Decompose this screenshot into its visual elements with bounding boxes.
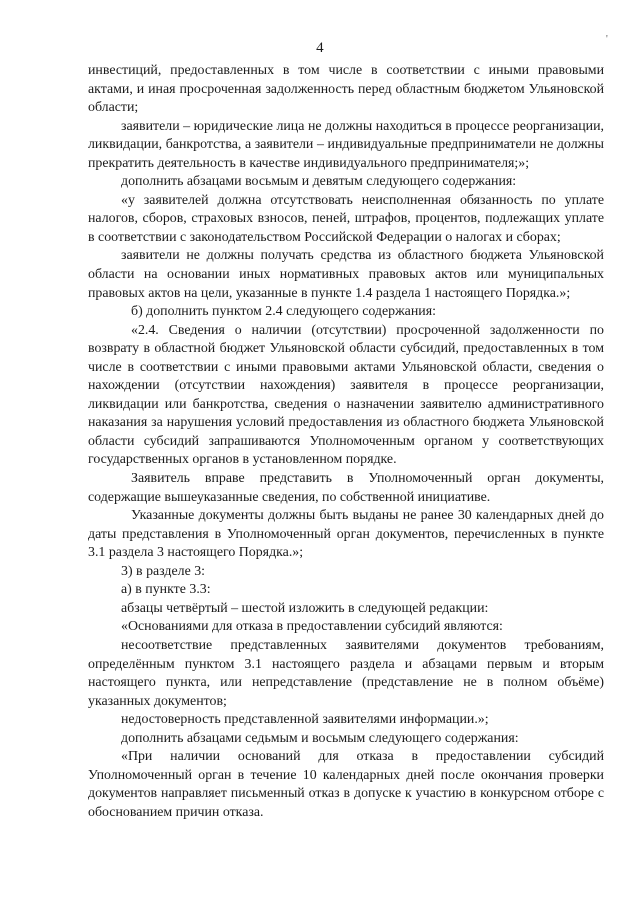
paragraph: дополнить абзацами восьмым и девятым следующего содержания:: [121, 174, 517, 190]
paragraph: «у заявителей должна отсутствовать неисполненная обязанность по уплате налогов, сборов, страховых взносов, пеней, штрафов, процентов, подлежащих уплате в соответствии с законодательством Российской Федерации о налогах и сборах;: [88, 192, 604, 245]
paragraph: б) дополнить пунктом 2.4 следующего содержания:: [131, 304, 436, 320]
paragraph: заявители – юридические лица не должны находиться в процессе реорганизации, ликвидации, банкротства, а заявители – индивидуальные предприниматели не должны прекратить деятельность в качестве индивидуального предпринимателя;»;: [88, 118, 604, 171]
paragraph: «Основаниями для отказа в предоставлении субсидий являются:: [121, 619, 503, 635]
paragraph: 3) в разделе 3:: [121, 563, 206, 579]
paragraph: инвестиций, предоставленных в том числе в соответствии с иными правовыми актами, и иная просроченная задолженность перед областным бюджетом Ульяновской области;: [88, 63, 604, 116]
paragraph: дополнить абзацами седьмым и восьмым следующего содержания:: [121, 730, 519, 746]
document-body: [88, 62, 604, 822]
scan-speck: ': [606, 34, 608, 45]
paragraph: Указанные документы должны быть выданы не ранее 30 календарных дней до даты представления в Уполномоченный орган документов, перечисленных в пункте 3.1 раздела 3 настоящего Порядка.»;: [88, 508, 604, 561]
paragraph: «При наличии оснований для отказа в предоставлении субсидий Уполномоченный орган в течение 10 календарных дней после окончания проверки документов направляет письменный отказ в допуске к участию в конкурсном отборе с обоснованием причин отказа.: [88, 749, 604, 820]
paragraph: несоответствие представленных заявителями документов требованиям, определённым пунктом 3.1 настоящего раздела и абзацами первым и вторым настоящего пункта, или непредставление (представление не в полном объёме) указанных документов;: [88, 637, 604, 709]
paragraph: Заявитель вправе представить в Уполномоченный орган документы, содержащие вышеуказанные сведения, по собственной инициативе.: [88, 471, 604, 505]
page-number: 4: [316, 40, 324, 56]
paragraph: абзацы четвёртый – шестой изложить в следующей редакции:: [121, 600, 489, 616]
paragraph: «2.4. Сведения о наличии (отсутствии) просроченной задолженности по возврату в областной бюджет Ульяновской области субсидий, предоставленных в том числе в соответствии с иными правовыми актами Ульяновской области, сведения о нахождении (отсутствии нахождения) заявителя в процессе реорганизации, ликвидации или банкротства, сведения о назначении заявителю административного наказания за нарушения условий предоставления из областного бюджета Ульяновской области субсидий запрашиваются Уполномоченным органом у соответствующих государственных органов в установленном порядке.: [88, 322, 604, 468]
paragraph: а) в пункте 3.3:: [121, 582, 211, 598]
paragraph: недостоверность представленной заявителями информации.»;: [121, 712, 489, 728]
paragraph: заявители не должны получать средства из областного бюджета Ульяновской области на основании иных нормативных правовых актов или муниципальных правовых актов на цели, указанные в пункте 1.4 раздела 1 настоящего Порядка.»;: [88, 248, 604, 301]
